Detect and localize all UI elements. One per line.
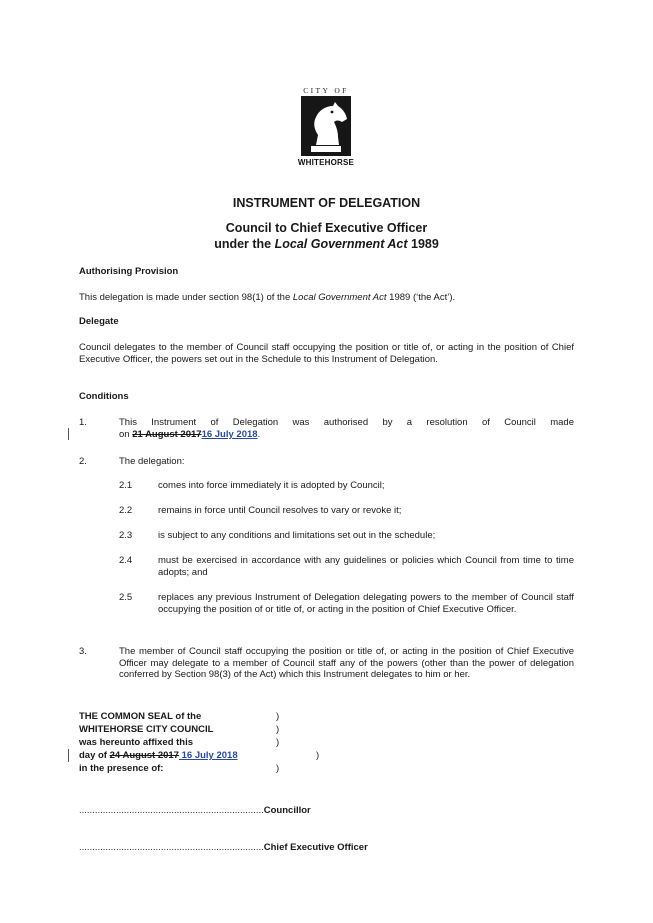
document-title: INSTRUMENT OF DELEGATION bbox=[232, 196, 421, 210]
sub-condition-number: 2.5 bbox=[119, 592, 133, 603]
paren: ) bbox=[276, 724, 280, 735]
delegate-heading: Delegate bbox=[79, 316, 119, 327]
subtitle-act-name: Local Government Act bbox=[274, 237, 408, 251]
condition-1-date-line bbox=[119, 429, 260, 441]
authorising-text-pre: This delegation is made under section 98(1) of the bbox=[79, 292, 293, 303]
councillor-signature-line bbox=[79, 800, 311, 818]
condition-1-end: . bbox=[257, 429, 261, 440]
condition-1-text: This Instrument of Delegation was authorised by a resolution of Council made bbox=[119, 417, 574, 428]
inserted-date: 16 July 2018 bbox=[178, 750, 238, 761]
councillor-label: Councillor bbox=[263, 805, 311, 816]
paren: ) bbox=[316, 750, 320, 761]
sub-condition-number: 2.2 bbox=[119, 505, 133, 516]
condition-2-number: 2. bbox=[79, 456, 87, 467]
seal-line: WHITEHORSE CITY COUNCIL bbox=[79, 724, 214, 735]
deleted-date: 21 August 2017 bbox=[132, 429, 202, 440]
delegate-text: Council delegates to the member of Council staff occupying the position or title of, or acting in the position of Chief Executive Officer, the powers set out in the Schedule to this Instrument of Delegation. bbox=[79, 342, 574, 365]
sub-condition-text: must be exercised in accordance with any guidelines or policies which Council from time to time adopts; and bbox=[158, 555, 574, 578]
ceo-label: Chief Executive Officer bbox=[263, 842, 368, 853]
city-of-whitehorse-logo bbox=[296, 86, 356, 167]
paren: ) bbox=[276, 763, 280, 774]
revision-bar bbox=[68, 428, 69, 440]
seal-parens bbox=[276, 710, 279, 775]
sub-condition-text: is subject to any conditions and limitations set out in the schedule; bbox=[158, 530, 436, 541]
seal-date-line bbox=[79, 749, 238, 762]
condition-3-number: 3. bbox=[79, 646, 87, 657]
sub-condition-number: 2.4 bbox=[119, 555, 133, 566]
sub-condition-text: replaces any previous Instrument of Delegation delegating powers to the member of Council staff occupying the position of or title of, or acting in the position of Chief Executive Officer. bbox=[158, 592, 574, 615]
logo-top-text: CITY OF bbox=[303, 86, 349, 95]
signature-dots: ...................................................................... bbox=[79, 805, 264, 816]
revision-bar bbox=[68, 749, 69, 762]
condition-1-on: on bbox=[119, 429, 133, 440]
logo-bottom-text: WHITEHORSE bbox=[297, 158, 355, 167]
seal-line: THE COMMON SEAL of the bbox=[79, 711, 202, 722]
ceo-signature-line bbox=[79, 837, 368, 855]
authorising-heading: Authorising Provision bbox=[79, 266, 179, 277]
document-subtitle-line2 bbox=[0, 237, 653, 251]
sub-condition-text: comes into force immediately it is adopted by Council; bbox=[158, 480, 385, 491]
deleted-date: 24 August 2017 bbox=[109, 750, 179, 761]
conditions-heading: Conditions bbox=[79, 391, 129, 402]
condition-3-text: The member of Council staff occupying the position or title of, or acting in the position of Chief Executive Officer may delegate to a member of Council staff any of the powers (other than the power of delegation conferred by Section 98(3) of the Act) which this Instrument delegates to him or her. bbox=[119, 646, 574, 680]
sub-condition-number: 2.1 bbox=[119, 480, 133, 491]
seal-line: in the presence of: bbox=[79, 763, 164, 774]
authorising-text bbox=[79, 292, 574, 304]
seal-day-of: day of bbox=[79, 750, 110, 761]
subtitle-year: 1989 bbox=[407, 237, 439, 251]
subtitle-text: under the bbox=[214, 237, 275, 251]
seal-block bbox=[79, 710, 238, 775]
inserted-date: 16 July 2018 bbox=[201, 429, 258, 440]
authorising-act-name: Local Government Act bbox=[292, 292, 387, 303]
knight-chess-icon bbox=[296, 95, 356, 157]
document-subtitle-line1: Council to Chief Executive Officer bbox=[225, 221, 428, 235]
condition-1-number: 1. bbox=[79, 417, 87, 428]
paren: ) bbox=[276, 711, 280, 722]
seal-line: was hereunto affixed this bbox=[79, 737, 194, 748]
paren: ) bbox=[276, 737, 280, 748]
sub-condition-text: remains in force until Council resolves to vary or revoke it; bbox=[158, 505, 402, 516]
condition-2-text: The delegation: bbox=[119, 456, 185, 467]
sub-condition-number: 2.3 bbox=[119, 530, 133, 541]
signature-dots: ...................................................................... bbox=[79, 842, 264, 853]
authorising-text-post: 1989 (‘the Act’). bbox=[386, 292, 456, 303]
